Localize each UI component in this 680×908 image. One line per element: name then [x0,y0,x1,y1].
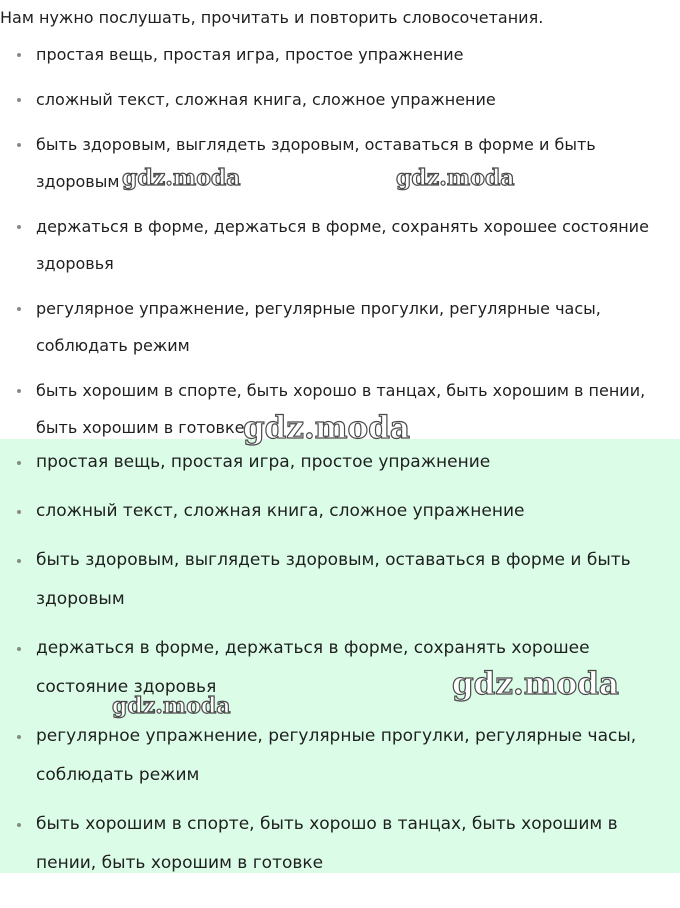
list-item: держаться в форме, держаться в форме, сохранять хорошее состояние здоровья [0,208,680,282]
phrase-list-top [0,36,680,454]
list-item: быть здоровым, выглядеть здоровым, оставаться в форме и быть здоровым [0,541,680,619]
watermark-logo: gdz.moda [243,410,410,446]
watermark-logo: gdz.moda [396,165,515,191]
watermark-logo: gdz.moda [452,666,619,702]
list-item: регулярное упражнение, регулярные прогулки, регулярные часы, соблюдать режим [0,717,680,795]
list-item: быть здоровым, выглядеть здоровым, оставаться в форме и быть здоровым [0,126,680,200]
list-item: простая вещь, простая игра, простое упражнение [0,36,680,73]
list-item: сложный текст, сложная книга, сложное упражнение [0,492,680,531]
phrase-list-green [0,443,680,893]
list-item: регулярное упражнение, регулярные прогулки, регулярные часы, соблюдать режим [0,290,680,364]
list-item: сложный текст, сложная книга, сложное упражнение [0,81,680,118]
intro-text: Нам нужно послушать, прочитать и повторить словосочетания. [0,8,544,27]
list-item: простая вещь, простая игра, простое упражнение [0,443,680,482]
list-item: быть хорошим в спорте, быть хорошо в танцах, быть хорошим в пении, быть хорошим в готовке [0,372,680,446]
list-item: быть хорошим в спорте, быть хорошо в танцах, быть хорошим в пении, быть хорошим в готовке [0,805,680,883]
watermark-logo: gdz.moda [112,693,231,719]
watermark-logo: gdz.moda [122,165,241,191]
list-item: держаться в форме, держаться в форме, сохранять хорошее состояние здоровья [0,629,680,707]
